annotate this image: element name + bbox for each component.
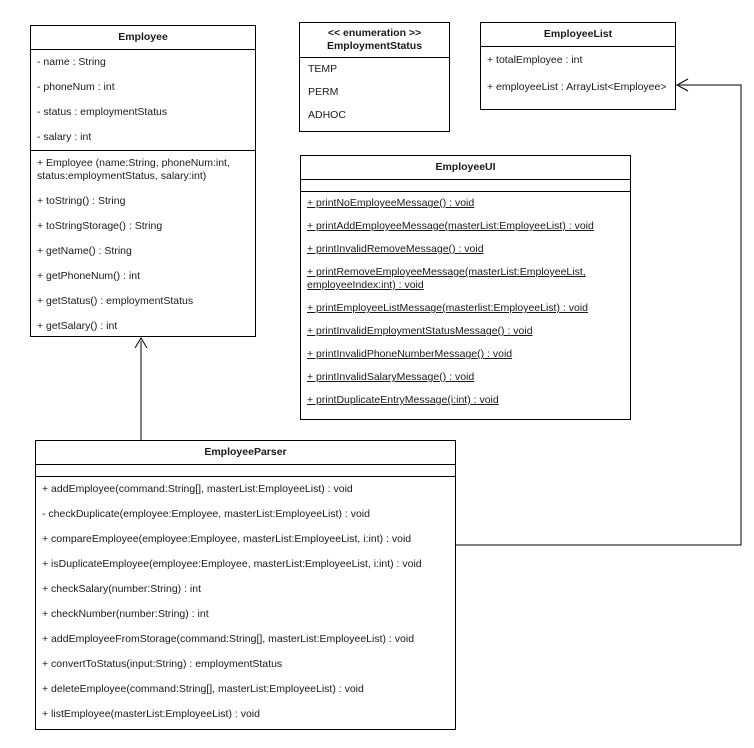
uml-method: + convertToStatus(input:String) : employmentStatus <box>42 658 283 670</box>
uml-attribute: + totalEmployee : int <box>487 54 583 66</box>
uml-method: + printInvalidSalaryMessage() : void <box>307 371 475 383</box>
class-employee-ui <box>300 155 631 420</box>
class-employee <box>30 25 256 337</box>
uml-method: + addEmployee(command:String[], masterList:EmployeeList) : void <box>42 483 353 495</box>
enum-value: ADHOC <box>308 109 346 121</box>
uml-method: + printInvalidRemoveMessage() : void <box>307 243 484 255</box>
class-employee-title: Employee <box>118 31 168 43</box>
uml-method: + checkSalary(number:String) : int <box>42 583 202 595</box>
uml-attribute: - name : String <box>37 56 106 68</box>
uml-method: + compareEmployee(employee:Employee, masterList:EmployeeList, i:int) : void <box>42 533 412 545</box>
uml-method: + getName() : String <box>37 245 132 257</box>
enum-stereotype: << enumeration >> <box>327 27 422 39</box>
uml-method: + getSalary() : int <box>37 320 118 332</box>
uml-method: + toString() : String <box>37 195 126 207</box>
empty-attributes-compartment <box>36 464 455 476</box>
class-employee-parser-methods <box>36 476 455 727</box>
uml-method: + checkNumber(number:String) : int <box>42 608 209 620</box>
uml-method: + printRemoveEmployeeMessage(masterList:EmployeeList, employeeIndex:int) : void <box>307 266 586 291</box>
enum-values <box>300 57 449 127</box>
class-employee-ui-methods <box>301 191 630 412</box>
class-employee-list <box>480 22 676 110</box>
uml-method: + printAddEmployeeMessage(masterList:EmployeeList) : void <box>307 220 594 232</box>
uml-method: + printDuplicateEntryMessage(i:int) : void <box>307 394 499 406</box>
empty-attributes-compartment <box>301 179 630 191</box>
arrowhead-parser-to-employee-list <box>677 79 688 91</box>
uml-attribute: + employeeList : ArrayList<Employee> <box>487 81 667 93</box>
class-employee-parser-title: EmployeeParser <box>204 446 287 458</box>
enum-employment-status-header <box>300 23 449 57</box>
enum-value: TEMP <box>308 63 338 75</box>
uml-method: + listEmployee(masterList:EmployeeList) : void <box>42 708 260 720</box>
class-employee-attributes <box>31 49 255 150</box>
class-employee-parser <box>35 440 456 730</box>
uml-attribute: - status : employmentStatus <box>37 106 168 118</box>
enum-title: EmploymentStatus <box>326 40 423 52</box>
class-employee-ui-title: EmployeeUI <box>435 161 496 173</box>
uml-method: + printEmployeeListMessage(masterlist:EmployeeList) : void <box>307 302 588 314</box>
uml-method: + isDuplicateEmployee(employee:Employee, masterList:EmployeeList, i:int) : void <box>42 558 422 570</box>
uml-method: + printNoEmployeeMessage() : void <box>307 197 475 209</box>
uml-method: + toStringStorage() : String <box>37 220 163 232</box>
class-employee-list-title: EmployeeList <box>543 28 613 40</box>
uml-method: + Employee (name:String, phoneNum:int, status:employmentStatus, salary:int) <box>37 157 230 182</box>
enum-employment-status <box>299 22 450 132</box>
uml-method: + getStatus() : employmentStatus <box>37 295 194 307</box>
uml-method: + addEmployeeFromStorage(command:String[], masterList:EmployeeList) : void <box>42 633 415 645</box>
uml-attribute: - phoneNum : int <box>37 81 115 93</box>
uml-attribute: - salary : int <box>37 131 92 143</box>
uml-method: + printInvalidEmploymentStatusMessage() : void <box>307 325 533 337</box>
class-employee-list-attributes <box>481 46 675 101</box>
enum-value: PERM <box>308 86 339 98</box>
uml-method: + printInvalidPhoneNumberMessage() : void <box>307 348 513 360</box>
uml-method: - checkDuplicate(employee:Employee, masterList:EmployeeList) : void <box>42 508 370 520</box>
class-employee-methods <box>31 150 255 337</box>
uml-method: + deleteEmployee(command:String[], masterList:EmployeeList) : void <box>42 683 364 695</box>
uml-method: + getPhoneNum() : int <box>37 270 141 282</box>
arrowhead-parser-to-employee <box>135 338 147 348</box>
